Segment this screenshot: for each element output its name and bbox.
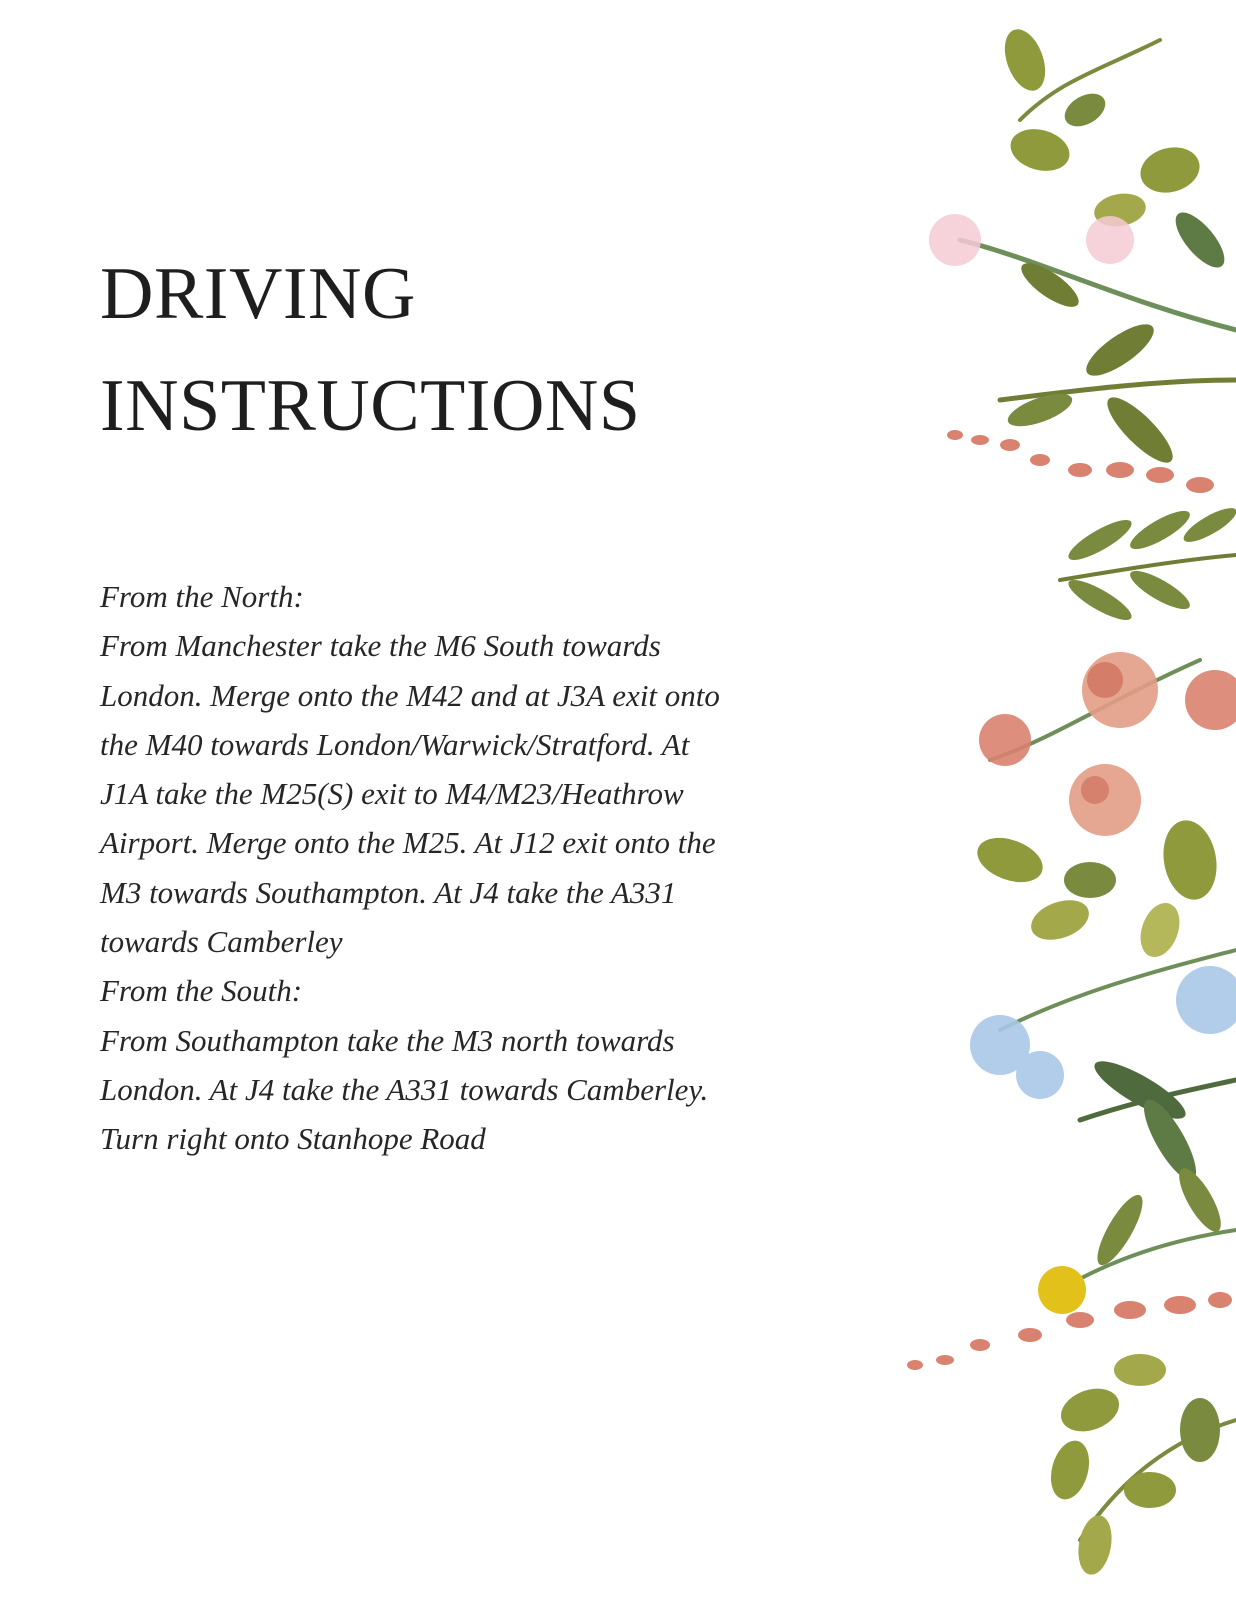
title-line-2: INSTRUCTIONS bbox=[100, 365, 641, 447]
floral-border-illustration bbox=[890, 0, 1236, 1600]
leaves-middle bbox=[971, 816, 1222, 962]
page-title bbox=[100, 238, 860, 462]
south-line-1: From Southampton take the M3 north towards bbox=[100, 1022, 675, 1058]
north-line-2: London. Merge onto the M42 and at J3A exit onto bbox=[100, 677, 720, 713]
south-line-2: London. At J4 take the A331 towards Camberley. bbox=[100, 1071, 709, 1107]
directions-text bbox=[100, 572, 820, 1164]
coral-flowers bbox=[979, 652, 1236, 836]
north-line-6: M3 towards Southampton. At J4 take the A331 bbox=[100, 874, 677, 910]
title-line-1: DRIVING bbox=[100, 253, 416, 335]
north-line-3: the M40 towards London/Warwick/Stratford. At bbox=[100, 726, 690, 762]
north-line-4: J1A take the M25(S) exit to M4/M23/Heathrow bbox=[100, 776, 684, 812]
north-line-5: Airport. Merge onto the M25. At J12 exit onto the bbox=[100, 825, 716, 861]
north-line-7: towards Camberley bbox=[100, 924, 343, 960]
south-heading: From the South: bbox=[100, 973, 303, 1009]
yellow-flower bbox=[1038, 1266, 1086, 1314]
north-heading: From the North: bbox=[100, 579, 304, 614]
south-line-3: Turn right onto Stanhope Road bbox=[100, 1121, 486, 1157]
coral-sprig-upper bbox=[947, 430, 1214, 493]
pink-flowers bbox=[929, 214, 1134, 266]
north-line-1: From Manchester take the M6 South towards bbox=[100, 628, 661, 664]
leaves-bottom bbox=[1045, 1354, 1220, 1577]
